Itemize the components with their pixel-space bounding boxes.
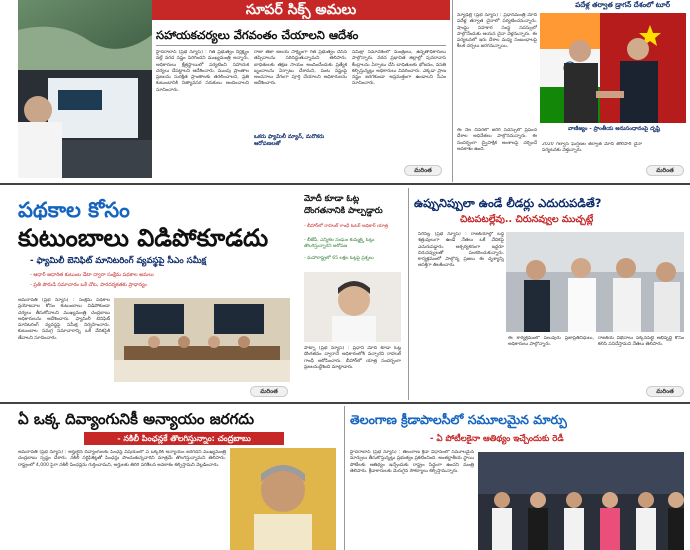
modi-headline: పదేళ్ల తర్వాత డ్రాగన్ దేశంలో టూర్	[455, 0, 690, 11]
schemes-subhead: - ఫ్యామిలీ బెనిఫిట్ మానిటరింగ్ వ్యవస్థపై సీఎం సమీక్ష	[30, 256, 207, 266]
rahul-bullet-2: - బీజేపీ, ఎన్నికల సంఘం కుమ్మక్కై ఓట్లు తొలగిస్తున్నారని ఆరోపణ	[304, 238, 375, 249]
leaders-photo	[506, 232, 684, 332]
leaders-headline: ఉప్పునిప్పులా ఉండే లీడర్లు ఎదురుపడితే?	[414, 196, 602, 210]
section-divider-1	[0, 183, 690, 185]
top-col2-subhead: ఒకరు ఫ్యామిలీ మ్యాన్, మరొకరు ఆరోపణలతో	[254, 134, 325, 147]
modi-body3: 2020 గల్వాన్ ఘర్షణల తర్వాత మోదీ తొలిసారి చైనా పర్యటనకు వెళ్తున్నారు.	[542, 142, 642, 154]
top-col2: రాజా తేజా ఆలయ సాక్ష్యంగా గత ప్రభుత్వం చేసిన తప్పిదాలను సరిదిద్దుతున్నామని తెలిపారు. బాధితులకు తక్షణ సాయం అందించేందుకు ప్రత్యేక బృందాలను ఏర్పాటు చేశామని, పంట నష్టంపై అంచనాలు వేగంగా పూర్తి చేయాలని అధికారులను ఆదేశించారు.	[254, 50, 347, 87]
schemes-more-button[interactable]: మరింత	[250, 386, 288, 397]
schemes-headline-1: పథకాల కోసం	[18, 198, 130, 222]
modi-body: న్యూఢిల్లీ (ప్రభ న్యూస్) : ప్రధానమంత్రి మోదీ పదేళ్ల తర్వాత చైనాలో పర్యటించనున్నారు. షాంఘై సహకార సంస్థ సదస్సులో పాల్గొనేందుకు ఆయన చైనా వెళ్లనున్నారు. ఈ పర్యటనలో ఇరు దేశాల మధ్య సంబంధాలపై కీలక చర్చలు జరగనున్నాయి.	[457, 13, 537, 50]
leaders-more-button[interactable]: మరింత	[646, 386, 684, 397]
modi-subhead: వాణిజ్యం - ప్రాంతీయ అనుసంధానంపై దృష్టి	[568, 126, 660, 132]
rahul-headline-2: దొంగతనానికి పాల్పడ్డారు	[304, 206, 383, 216]
schemes-bullet-2: - ప్రతి పౌరుడి సమాచారం ఒకే చోట, పారదర్శకతకు ప్రాధాన్యం	[30, 282, 147, 288]
top-col3: సమీక్షా సమావేశంలో మంత్రులు, ఉన్నతాధికారులు పాల్గొన్నారు. వరద ప్రభావిత జిల్లాల్లో పునరావాస కేంద్రాలను ఏర్పాటు చేసి బాధితులకు భోజనం, వసతి కల్పిస్తున్నట్లు అధికారులు వివరించారు. ఎక్కడా ప్రాణ నష్టం జరగకుండా అప్రమత్తంగా ఉండాలని సీఎం సూచించారు.	[352, 50, 446, 87]
schemes-body: అమరావతి (ప్రభ న్యూస్) : సంక్షేమ పథకాల ప్రయోజనాల కోసం కుటుంబాలు విడిపోకుండా చర్యలు తీసుకోవాలని ముఖ్యమంత్రి చంద్రబాబు అధికారులను ఆదేశించారు. ఫ్యామిలీ బెనిఫిట్ మానిటరింగ్ వ్యవస్థపై సమీక్ష నిర్వహించారు. కుటుంబాల సమగ్ర సమాచారాన్ని ఒకే వేదికపైకి తేవాలని సూచించారు.	[18, 298, 110, 341]
sports-photo	[478, 452, 684, 550]
top-more-button[interactable]: మరింత	[404, 165, 442, 176]
rahul-photo	[304, 272, 401, 342]
sports-body: హైదరాబాద్ (ప్రభ న్యూస్) : తెలంగాణ క్రీడా విధానంలో సమూలమైన మార్పులు తీసుకొస్తున్నట్లు ప్రభుత్వం ప్రకటించింది. అంతర్జాతీయ స్థాయి పోటీలకు ఆతిథ్యం ఇచ్చేందుకు రాష్ట్రం సిద్ధంగా ఉందని మంత్రి తెలిపారు. క్రీడాకారులకు మెరుగైన సౌకర్యాలు కల్పిస్తామన్నారు.	[350, 450, 474, 474]
leaders-body-2: ఈ కార్యక్రమంలో పలువురు ప్రజాప్రతినిధులు, అధికారులు పాల్గొన్నారు.	[508, 336, 594, 348]
disabled-headline: ఏ ఒక్క దివ్యాంగునికీ అన్యాయం జరగదు	[18, 410, 255, 428]
modi-body2: ఈ నెల చివరలో జరిగే సదస్సులో ప్రపంచ దేశాల అధినేతలు పాల్గొననున్నారు. ఈ సందర్భంగా ద్వైపాక్షిక అంశాలపై చర్చించే అవకాశం ఉంది.	[457, 128, 537, 152]
top-col1: హైదరాబాద్ (ప్రభ న్యూస్) : గత ప్రభుత్వం నిర్లక్ష్యం వల్లే వరద నష్టం పెరిగిందని ముఖ్యమంత్రి అన్నారు. అధికారులు క్షేత్రస్థాయిలో పర్యటించి సహాయక చర్యలు చేపట్టాలని ఆదేశించారు. ముంపు ప్రాంతాల ప్రజలను సురక్షిత ప్రాంతాలకు తరలించాలని, ప్రతి కుటుంబానికి నిత్యావసర సరుకులు అందించాలని సూచించారు.	[156, 50, 249, 93]
schemes-headline-2: కుటుంబాలు విడిపోకూడదు	[18, 224, 269, 252]
top-divider	[452, 0, 453, 182]
cbn-photo	[230, 448, 336, 550]
disabled-body: అమరావతి (ప్రభ న్యూస్) : అర్హులైన దివ్యాంగులకు పింఛన్ల విషయంలో ఏ ఒక్కరికీ అన్యాయం జరగదని ముఖ్యమంత్రి చంద్రబాబు స్పష్టం చేశారు. నకిలీ సర్టిఫికెట్లతో పింఛన్లు పొందుతున్నవారిని మాత్రమే తొలగిస్తున్నామని తెలిపారు. రాష్ట్రంలో 4,000 పైగా నకిలీ పింఛన్లను గుర్తించామని, అర్హులకు తిరిగి పరిశీలన అవకాశం కల్పిస్తామని వెల్లడించారు.	[18, 450, 226, 468]
leaders-body-1: సిరిసిల్ల (ప్రభ న్యూస్) : రాజకీయాల్లో బద్ధ శత్రువులుగా ఉండే నేతలు ఒకే వేదికపై ఎదురుపడ్డారు. ఆశ్చర్యకరంగా ఇద్దరూ చిరునవ్వులతో పలకరించుకున్నారు. కార్యక్రమంలో పాల్గొన్న ప్రజలు ఈ దృశ్యాన్ని ఆసక్తిగా తిలకించారు.	[418, 232, 504, 269]
modi-xi-photo	[540, 13, 686, 123]
bottom-divider	[344, 406, 345, 550]
top-headline-rule	[156, 45, 446, 46]
modi-more-button[interactable]: మరింత	[646, 165, 684, 176]
flood-photo	[18, 0, 152, 178]
rahul-bullet-1: - బీహార్‌లో రాహుల్ గాంధీ ఓటర్ అధికార్ యాత్ర	[304, 224, 388, 229]
sports-subhead: - ఏ పోటీలకైనా ఆతిథ్యం ఇచ్చేందుకు రెడీ	[430, 434, 564, 444]
sports-headline: తెలంగాణ క్రీడాపాలసీలో సమూలమైన మార్పు	[350, 412, 567, 427]
middle-divider-right	[408, 188, 409, 400]
rahul-body: పాట్నా (ప్రభ న్యూస్) : ప్రధాని మోదీ కూడా ఓట్ల దొంగతనం ద్వారానే అధికారంలోకి వచ్చారని రాహుల్ గాంధీ ఆరోపించారు. బీహార్‌లో యాత్ర సందర్భంగా ప్రజలనుద్దేశించి మాట్లాడారు.	[304, 346, 401, 370]
schemes-bullet-1: - ఆధార్ ఆధారిత కుటుంబ డేటా ద్వారా సంక్షేమ పథకాల అమలు	[30, 272, 154, 278]
leaders-body-3: రాజకీయ విభేదాలు పక్కనపెట్టి అభివృద్ధి కోసం కలిసి పనిచేస్తామని నేతలు తెలిపారు.	[598, 336, 684, 348]
super-six-banner: సూపర్ సిక్స్ అమలు	[152, 0, 450, 20]
leaders-subhead: చిటపటల్లేవు.. చిరునవ్వుల ముచ్చట్లే	[460, 214, 594, 225]
disabled-subhead: - నకిలీ పింఛన్లకే తొలగిస్తున్నాం: చంద్రబాబు	[84, 432, 284, 445]
section-divider-2	[0, 402, 690, 404]
top-headline: సహాయకచర్యలు వేగవంతం చేయాలని ఆదేశం	[156, 28, 359, 42]
meeting-photo	[114, 298, 290, 382]
rahul-headline-1: మోదీ కూడా ఓట్ల	[304, 194, 360, 204]
rahul-bullet-3: - మహారాష్ట్రలో 65 లక్షల ఓట్లపై ప్రశ్నలు	[304, 256, 374, 261]
